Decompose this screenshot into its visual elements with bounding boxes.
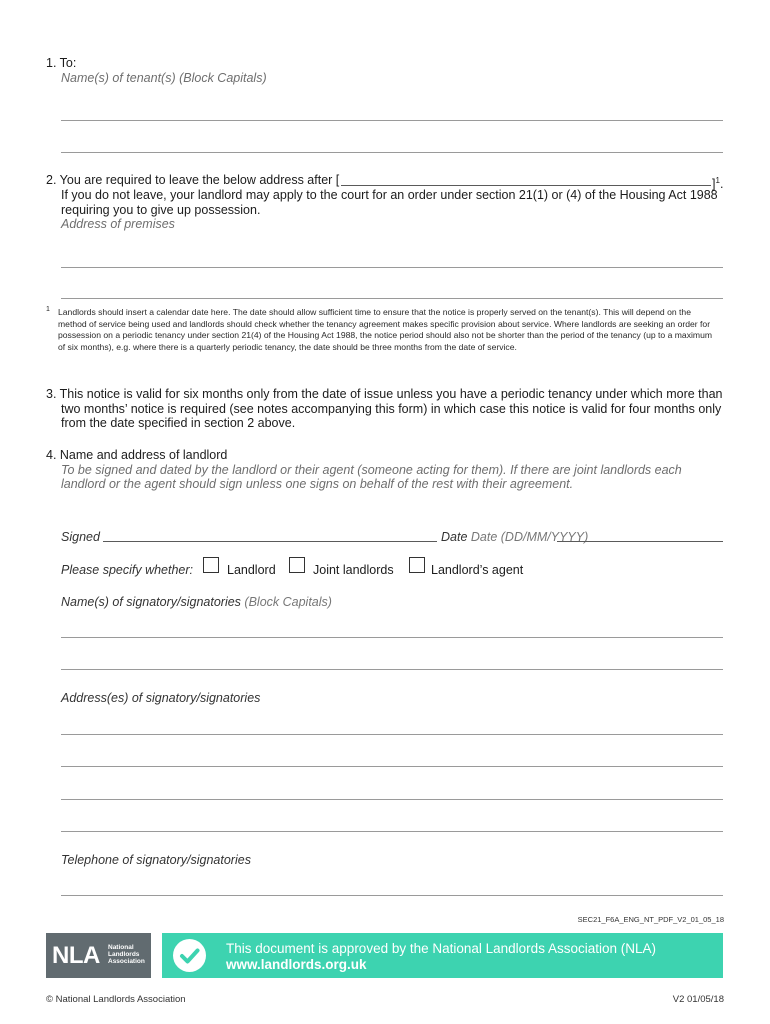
specify-label: Please specify whether: (61, 563, 194, 577)
premises-line-1[interactable] (61, 267, 723, 268)
signatory-names-line-1[interactable] (61, 637, 723, 638)
approval-banner (162, 933, 723, 978)
checkmark-icon (173, 939, 206, 972)
nla-logo-text: NLA (52, 942, 100, 969)
premises-label: Address of premises (61, 217, 175, 231)
landlord-checkbox[interactable] (203, 557, 219, 573)
signatory-names-line-2[interactable] (61, 669, 723, 670)
signatory-phone-label: Telephone of signatory/signatories (61, 853, 251, 867)
joint-landlords-option-label: Joint landlords (313, 563, 394, 577)
section-2-line-1: 2. You are required to leave the below address after [ (46, 173, 340, 187)
section-4-instruction-1: To be signed and dated by the landlord or their agent (someone acting for them). If there are joint landlords each (61, 463, 682, 477)
nla-website-link[interactable]: www.landlords.org.uk (226, 957, 367, 972)
section-3-line-1: 3. This notice is valid for six months only from the date of issue unless you have a periodic tenancy under which more than (46, 387, 723, 401)
section-4-instruction-2: landlord or the agent should sign unless one signs on behalf of the rest with their agreement. (61, 477, 574, 491)
block-capitals-hint: (Block Capitals) (244, 595, 332, 609)
footnote-marker: 1 (46, 306, 50, 313)
signatory-names-label: Name(s) of signatory/signatories (Block Capitals) (61, 595, 332, 609)
landlords-agent-option-label: Landlord’s agent (431, 563, 524, 577)
section-2-line-2: If you do not leave, your landlord may apply to the court for an order under section 21(1) or (4) of the Housing Act 1988 (61, 188, 718, 202)
date-field[interactable] (557, 541, 723, 542)
approval-text: This document is approved by the National Landlords Association (NLA) (226, 941, 656, 956)
signature-field[interactable] (103, 541, 437, 542)
section-2-line-3: requiring you to give up possession. (61, 203, 261, 217)
footnote-text: Landlords should insert a calendar date here. The date should allow sufficient time to ensure that the notice is properly served on the tenant(s). This will depend on the method of service being used and landlords should check whether the tenancy agreement makes specific provision about service. Where landlords are seeking an order for possession on a periodic tenancy under section 21(4) of the Housing Act 1988, the notice period should also not be shorter than the period of the tenancy (up to a maximum of six months), e.g. where there is a quarterly periodic tenancy, the date should be three months from the date of service. (58, 307, 713, 352)
tenant-names-label: Name(s) of tenant(s) (Block Capitals) (61, 71, 267, 85)
premises-line-2[interactable] (61, 298, 723, 299)
signatory-address-line-1[interactable] (61, 734, 723, 735)
date-label: Date Date (DD/MM/YYYY) (441, 530, 589, 544)
tenant-names-line-1[interactable] (61, 120, 723, 121)
section-1-heading: 1. To: (46, 56, 77, 70)
signatory-address-line-4[interactable] (61, 831, 723, 832)
section-3-line-2: two months’ notice is required (see notes accompanying this form) in which case this notice is valid for four months only (61, 402, 722, 416)
date-format-hint: Date (DD/MM/YYYY) (470, 530, 589, 544)
signatory-phone-line[interactable] (61, 895, 723, 896)
nla-logo (46, 933, 151, 978)
tenant-names-line-2[interactable] (61, 152, 723, 153)
landlord-option-label: Landlord (227, 563, 276, 577)
section-4-heading: 4. Name and address of landlord (46, 448, 228, 462)
footnote-ref: 1 (715, 176, 720, 185)
signatory-address-line-3[interactable] (61, 799, 723, 800)
landlords-agent-checkbox[interactable] (409, 557, 425, 573)
signatory-address-label: Address(es) of signatory/signatories (61, 691, 261, 705)
signatory-address-line-2[interactable] (61, 766, 723, 767)
signed-label: Signed (61, 530, 100, 544)
section-3-line-3: from the date specified in section 2 above. (61, 416, 296, 430)
copyright-text: © National Landlords Association (46, 994, 186, 1005)
date-bracket-close: ]$^1$. (712, 176, 724, 192)
version-text: V2 01/05/18 (672, 994, 724, 1005)
joint-landlords-checkbox[interactable] (289, 557, 305, 573)
form-code: SEC21_F6A_ENG_NT_PDF_V2_01_05_18 (577, 915, 724, 924)
nla-logo-subtext: National Landlords Association (108, 944, 145, 965)
leave-date-field[interactable] (341, 185, 711, 186)
